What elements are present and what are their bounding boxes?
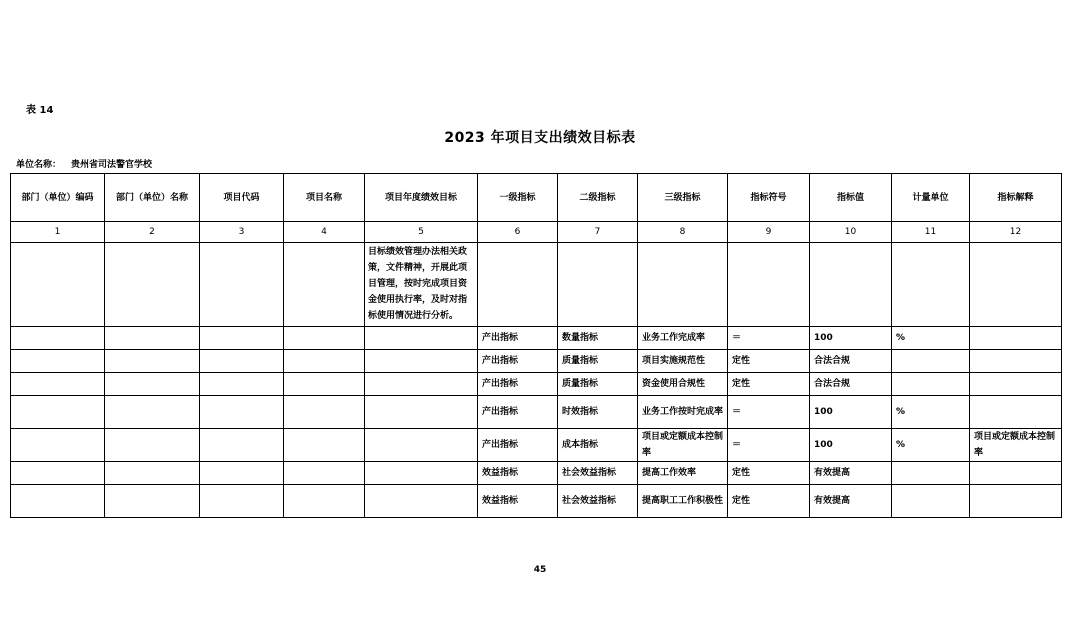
header-cell: 部门（单位）名称 — [105, 174, 200, 222]
indicator-explanation: 项目或定额成本控制率 — [970, 429, 1062, 462]
unit-line — [16, 157, 162, 170]
header-cell: 二级指标 — [558, 174, 638, 222]
indicator-symbol: 定性 — [728, 350, 810, 373]
indicator-value: 有效提高 — [810, 462, 892, 485]
column-number: 8 — [638, 222, 728, 243]
level2-indicator: 社会效益指标 — [558, 462, 638, 485]
level1-indicator: 效益指标 — [478, 485, 558, 518]
page-number: 45 — [533, 565, 547, 575]
column-number: 9 — [728, 222, 810, 243]
indicator-symbol: ＝ — [728, 429, 810, 462]
table-label: 表 14 — [26, 105, 54, 116]
indicator-explanation — [970, 350, 1062, 373]
indicator-value: 100 — [810, 396, 892, 429]
indicator-symbol: 定性 — [728, 462, 810, 485]
unit-value: 贵州省司法警官学校 — [71, 160, 153, 170]
level2-indicator: 社会效益指标 — [558, 485, 638, 518]
indicator-value: 100 — [810, 429, 892, 462]
header-cell: 项目年度绩效目标 — [365, 174, 478, 222]
column-number-row — [11, 222, 1062, 243]
level3-indicator: 资金使用合规性 — [638, 373, 728, 396]
level2-indicator: 质量指标 — [558, 350, 638, 373]
column-number: 7 — [558, 222, 638, 243]
table-row — [11, 462, 1062, 485]
header-cell: 指标解释 — [970, 174, 1062, 222]
indicator-value: 有效提高 — [810, 485, 892, 518]
column-number: 10 — [810, 222, 892, 243]
column-number: 12 — [970, 222, 1062, 243]
table-row — [11, 396, 1062, 429]
level3-indicator: 业务工作按时完成率 — [638, 396, 728, 429]
performance-table — [10, 173, 1062, 518]
level1-indicator: 产出指标 — [478, 429, 558, 462]
measure-unit — [892, 373, 970, 396]
header-cell: 三级指标 — [638, 174, 728, 222]
header-row — [11, 174, 1062, 222]
level1-indicator: 产出指标 — [478, 350, 558, 373]
table-row — [11, 429, 1062, 462]
header-cell: 项目名称 — [284, 174, 365, 222]
level1-indicator: 产出指标 — [478, 396, 558, 429]
page-title: 2023 年项目支出绩效目标表 — [444, 130, 636, 146]
header-cell: 部门（单位）编码 — [11, 174, 105, 222]
column-number: 2 — [105, 222, 200, 243]
measure-unit — [892, 350, 970, 373]
column-number: 1 — [11, 222, 105, 243]
measure-unit: % — [892, 327, 970, 350]
indicator-explanation — [970, 327, 1062, 350]
table-row — [11, 350, 1062, 373]
header-cell: 指标值 — [810, 174, 892, 222]
indicator-explanation — [970, 396, 1062, 429]
indicator-explanation — [970, 462, 1062, 485]
column-number: 3 — [200, 222, 284, 243]
column-number: 6 — [478, 222, 558, 243]
measure-unit — [892, 462, 970, 485]
level2-indicator: 时效指标 — [558, 396, 638, 429]
header-cell: 项目代码 — [200, 174, 284, 222]
indicator-symbol: 定性 — [728, 485, 810, 518]
indicator-symbol: ＝ — [728, 327, 810, 350]
level2-indicator: 数量指标 — [558, 327, 638, 350]
level1-indicator: 产出指标 — [478, 373, 558, 396]
column-number: 5 — [365, 222, 478, 243]
level3-indicator: 项目实施规范性 — [638, 350, 728, 373]
table-row — [11, 373, 1062, 396]
level1-indicator: 效益指标 — [478, 462, 558, 485]
indicator-explanation — [970, 485, 1062, 518]
table-row — [11, 485, 1062, 518]
level3-indicator: 提高工作效率 — [638, 462, 728, 485]
measure-unit: % — [892, 396, 970, 429]
unit-label: 单位名称： — [16, 160, 62, 170]
header-cell: 计量单位 — [892, 174, 970, 222]
column-number: 4 — [284, 222, 365, 243]
header-cell: 一级指标 — [478, 174, 558, 222]
indicator-symbol: 定性 — [728, 373, 810, 396]
level1-indicator: 产出指标 — [478, 327, 558, 350]
level3-indicator: 项目或定额成本控制率 — [638, 429, 728, 462]
header-cell: 指标符号 — [728, 174, 810, 222]
indicator-symbol: ＝ — [728, 396, 810, 429]
table-row — [11, 327, 1062, 350]
level2-indicator: 质量指标 — [558, 373, 638, 396]
measure-unit: % — [892, 429, 970, 462]
level3-indicator: 业务工作完成率 — [638, 327, 728, 350]
indicator-explanation — [970, 373, 1062, 396]
table-row — [11, 243, 1062, 327]
level3-indicator: 提高职工工作积极性 — [638, 485, 728, 518]
indicator-value: 合法合规 — [810, 350, 892, 373]
level2-indicator: 成本指标 — [558, 429, 638, 462]
performance-goal-cell: 目标绩效管理办法相关政策，文件精神，开展此项目管理，按时完成项目资金使用执行率，及时对指标使用情况进行分析。 — [365, 243, 478, 327]
column-number: 11 — [892, 222, 970, 243]
measure-unit — [892, 485, 970, 518]
indicator-value: 合法合规 — [810, 373, 892, 396]
indicator-value: 100 — [810, 327, 892, 350]
